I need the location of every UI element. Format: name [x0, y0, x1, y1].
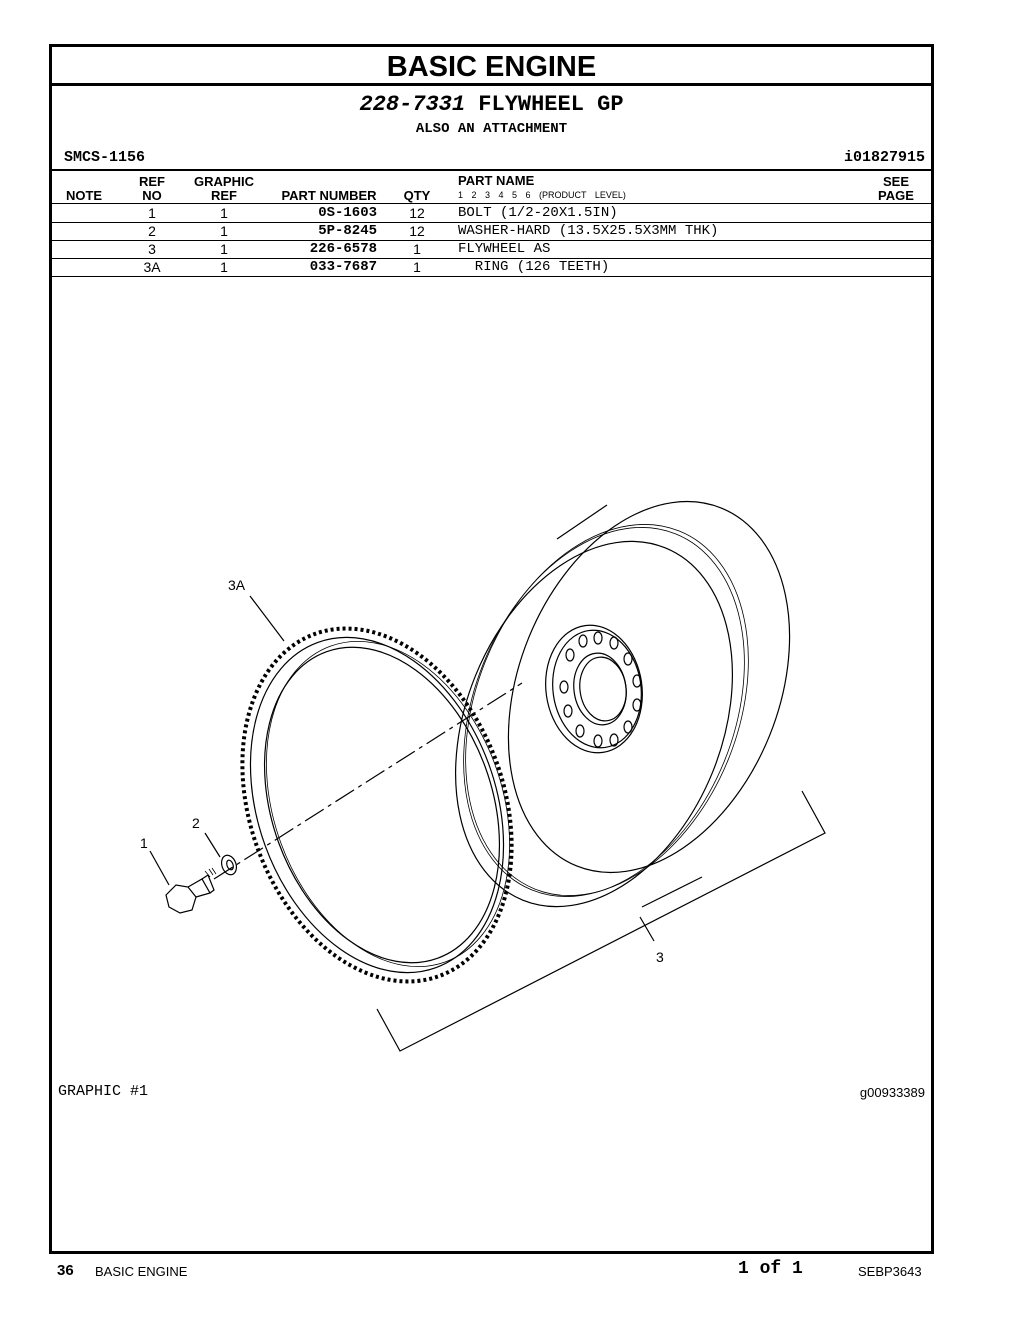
header-part-number: PART NUMBER [281, 188, 377, 203]
part-number: 0S-1603 [318, 205, 377, 221]
quantity: 1 [413, 259, 421, 275]
graphic-ref: 1 [220, 205, 228, 221]
flywheel-exploded-drawing [52, 47, 931, 1251]
graphic-id: g00933389 [859, 1085, 925, 1100]
bolt [166, 868, 216, 913]
group-subtitle: ALSO AN ATTACHMENT [415, 121, 568, 137]
assembly-bracket [377, 791, 825, 1051]
header-qty: QTY [403, 188, 431, 203]
graphic-ref: 1 [220, 241, 228, 257]
leader-line-2 [205, 833, 220, 857]
header-ref-no-line1: REF [139, 174, 165, 189]
part-number: 5P-8245 [318, 223, 377, 239]
leader-line-3a [250, 596, 284, 641]
part-number: 033-7687 [309, 259, 377, 275]
header-part-name: PART NAME [458, 173, 535, 188]
ref-no: 2 [148, 223, 156, 239]
callout-3: 3 [656, 949, 664, 965]
callout-1: 1 [140, 835, 148, 851]
center-axis-line [214, 683, 522, 879]
header-note: NOTE [65, 188, 103, 203]
header-see-page-line1: SEE [882, 174, 909, 189]
graphic-ref: 1 [220, 259, 228, 275]
group-name: FLYWHEEL GP [478, 92, 624, 117]
part-name: BOLT (1/2-20X1.5IN) [458, 205, 618, 221]
callout-2: 2 [192, 815, 200, 831]
ref-no: 3A [143, 259, 161, 275]
quantity: 1 [413, 241, 421, 257]
page-frame [49, 44, 934, 1254]
part-name: FLYWHEEL AS [458, 241, 551, 257]
illustration-id: i01827915 [843, 149, 925, 166]
footer-doc-id: SEBP3643 [858, 1264, 922, 1279]
quantity: 12 [409, 223, 425, 239]
header-graphic-ref-line1: GRAPHIC [194, 174, 254, 189]
ring-gear [195, 591, 558, 1020]
part-name: RING (126 TEETH) [458, 259, 610, 275]
part-name: WASHER-HARD (13.5X25.5X3MM THK) [458, 223, 719, 239]
footer-page-number: 36 [57, 1262, 74, 1279]
graphic-ref: 1 [220, 223, 228, 239]
graphic-label: GRAPHIC #1 [58, 1083, 149, 1100]
leader-line-3 [640, 917, 654, 941]
part-number: 226-6578 [309, 241, 377, 257]
ref-no: 3 [148, 241, 156, 257]
group-number: 228-7331 [359, 92, 466, 117]
header-product-levels: 1 2 3 4 5 6 (PRODUCT LEVEL) [458, 190, 626, 200]
header-see-page-line2: PAGE [878, 188, 914, 203]
header-graphic-ref-line2: REF [211, 188, 237, 203]
footer-section: BASIC ENGINE [95, 1264, 188, 1279]
quantity: 12 [409, 205, 425, 221]
flywheel-assembly [404, 459, 842, 948]
header-ref-no-line2: NO [142, 188, 162, 203]
callout-3a: 3A [228, 577, 246, 593]
section-title: BASIC ENGINE [52, 47, 931, 86]
leader-line-1 [150, 851, 169, 885]
smcs-code: SMCS-1156 [64, 149, 146, 166]
ref-no: 1 [148, 205, 156, 221]
footer-page-of: 1 of 1 [738, 1259, 803, 1279]
